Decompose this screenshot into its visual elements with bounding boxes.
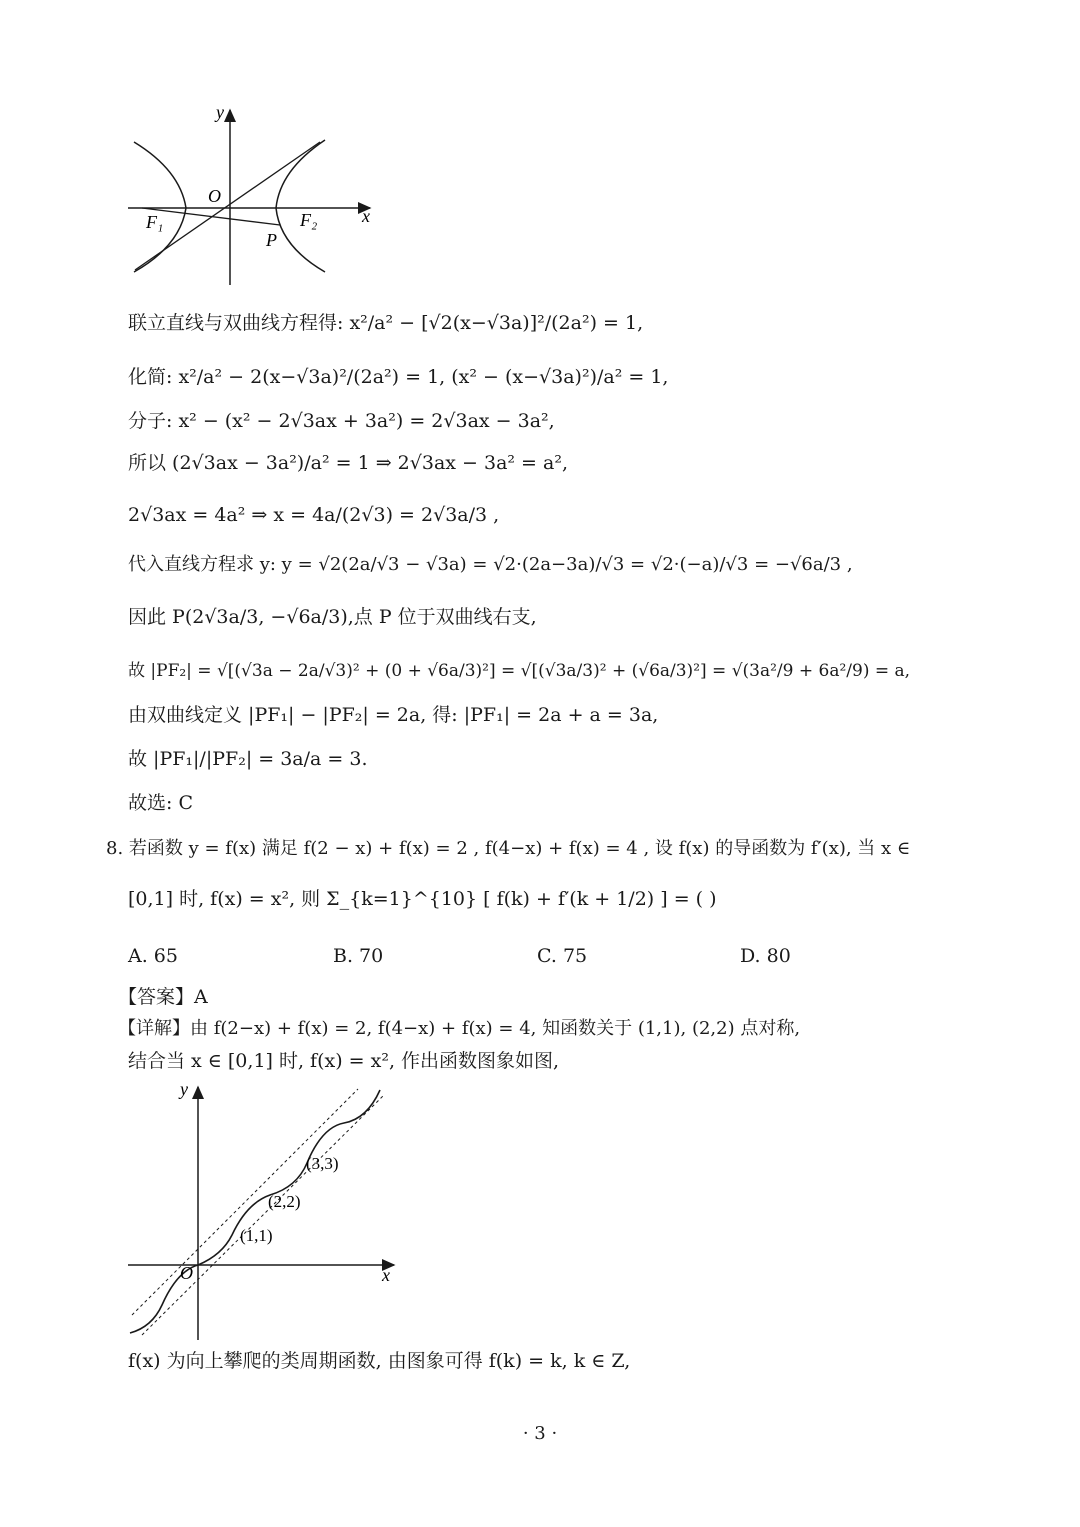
label-point-2-2: (2,2) — [268, 1192, 301, 1211]
function-curve — [130, 1090, 380, 1333]
solution-line-8: 故 |PF₂| = √[(√3a − 2a/√3)² + (0 + √6a/3)²] = √[(√3a/3)² + (√6a/3)²] = √(3a²/9 + 6a²/9) = a, — [128, 661, 911, 681]
option-c: C. 75 — [537, 945, 588, 967]
detail-line-1: 【详解】由 f(2−x) + f(x) = 2, f(4−x) + f(x) = 4, 知函数关于 (1,1), (2,2) 点对称, — [118, 1018, 801, 1039]
hyperbola-figure — [120, 100, 390, 290]
solution-line-5: 2√3ax = 4a² ⇒ x = 4a/(2√3) = 2√3a/3 , — [128, 504, 500, 526]
label-f1: F₁ — [146, 212, 164, 232]
solution-line-3: 分子: x² − (x² − 2√3ax + 3a²) = 2√3ax − 3a², — [128, 410, 555, 432]
label-origin: O — [180, 1263, 193, 1283]
function-graph-figure — [122, 1075, 402, 1345]
label-y: y — [216, 102, 224, 122]
label-origin: O — [208, 186, 221, 206]
question-line-1: 8. 若函数 y = f(x) 满足 f(2 − x) + f(x) = 2 , f(4−x) + f(x) = 4 , 设 f(x) 的导函数为 f′(x), 当 x ∈ — [106, 838, 911, 859]
page-number: · 3 · — [522, 1423, 558, 1444]
solution-line-7: 因此 P(2√3a/3, −√6a/3),点 P 位于双曲线右支, — [128, 606, 537, 628]
label-p: P — [266, 230, 277, 250]
solution-line-4: 所以 (2√3ax − 3a²)/a² = 1 ⇒ 2√3ax − 3a² = a², — [128, 452, 568, 474]
solution-line-2: 化简: x²/a² − 2(x−√3a)²/(2a²) = 1, (x² − (x−√3a)²)/a² = 1, — [128, 366, 669, 388]
upper-dashed-line — [132, 1089, 358, 1315]
final-line: f(x) 为向上攀爬的类周期函数, 由图象可得 f(k) = k, k ∈ Z, — [128, 1350, 631, 1372]
label-x: x — [362, 206, 370, 226]
solution-line-10: 故 |PF₁|/|PF₂| = 3a/a = 3. — [128, 748, 368, 770]
solution-line-6: 代入直线方程求 y: y = √2(2a/√3 − √3a) = √2·(2a−3a)/√3 = √2·(−a)/√3 = −√6a/3 , — [128, 554, 853, 575]
solution-line-9: 由双曲线定义 |PF₁| − |PF₂| = 2a, 得: |PF₁| = 2a + a = 3a, — [128, 704, 659, 726]
label-x: x — [382, 1265, 390, 1285]
option-a: A. 65 — [128, 945, 178, 967]
line-through-p — [135, 142, 320, 270]
solution-line-11: 故选: C — [128, 792, 193, 814]
lower-dashed-line — [142, 1095, 384, 1335]
answer-line: 【答案】A — [118, 986, 208, 1008]
option-d: D. 80 — [740, 945, 791, 967]
solution-line-1: 联立直线与双曲线方程得: x²/a² − [√2(x−√3a)]²/(2a²) = 1, — [128, 312, 644, 334]
option-b: B. 70 — [333, 945, 384, 967]
label-y: y — [180, 1079, 188, 1099]
label-point-3-3: (3,3) — [306, 1154, 339, 1173]
label-point-1-1: (1,1) — [240, 1226, 273, 1245]
label-f2: F₂ — [300, 210, 318, 230]
question-line-2: [0,1] 时, f(x) = x², 则 Σ_{k=1}^{10} [ f(k) + f′(k + 1/2) ] = ( ) — [128, 888, 717, 910]
hyperbola-right-branch — [276, 140, 325, 272]
detail-line-2: 结合当 x ∈ [0,1] 时, f(x) = x², 作出函数图象如图, — [128, 1050, 560, 1072]
